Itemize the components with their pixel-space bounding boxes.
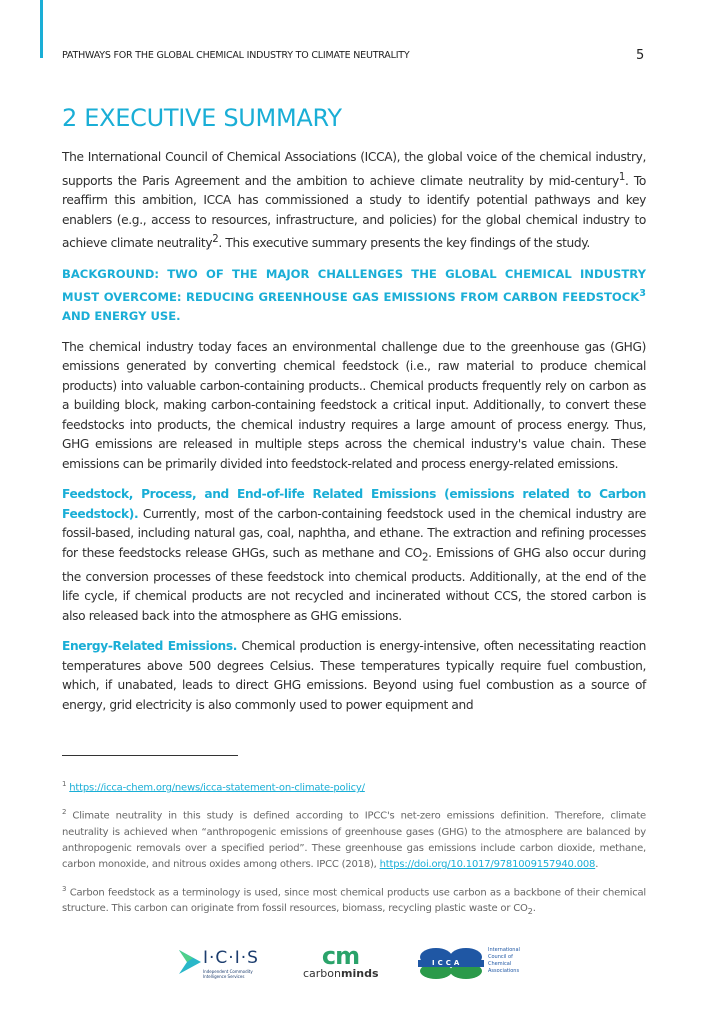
- footnotes: [62, 776, 646, 927]
- footnote-number: 3: [62, 884, 67, 893]
- feedstock-paragraph: [62, 485, 646, 626]
- footnote-text: Carbon feedstock as a terminology is used, since most chemical products use carbon as a backbone of their chemical structure. This carbon can originate from fossil resources, biomass, recycling plastic waste or CO: [62, 886, 646, 914]
- feedstock-text: Currently, most of the carbon-containing feedstock used in the chemical industry are fossil-based, including natural gas, coal, naphtha, and ethane. The extraction and refining processes for these feedstocks release GHGs, such as methane and CO: [62, 506, 646, 560]
- footnote-ref-1[interactable]: 1: [618, 171, 625, 183]
- energy-text: Chemical production is energy-intensive, often necessitating reaction temperatures above 500 degrees Celsius. These temperatures typically require fuel combustion, which, if unabated, leads to direct GHG emissions. Beyond using fuel combustion as a source of energy, grid electricity is also commonly used to power equipment and: [62, 639, 646, 712]
- footnote-ref-2[interactable]: 2: [212, 234, 219, 246]
- footnote-text: .: [532, 902, 536, 914]
- page-number: 5: [636, 48, 645, 63]
- running-header: PATHWAYS FOR THE GLOBAL CHEMICAL INDUSTRY TO CLIMATE NEUTRALITY: [62, 50, 410, 61]
- footnote-link[interactable]: https://icca-chem.org/news/icca-statement-on-climate-policy/: [69, 782, 365, 794]
- footnote-number: 1: [62, 780, 67, 788]
- carbonminds-name: carbon: [303, 967, 341, 980]
- background-heading: [62, 265, 646, 327]
- footnote-ref-3[interactable]: 3: [639, 288, 646, 300]
- partner-logos: [0, 942, 724, 985]
- icca-mark: ICCA: [432, 959, 463, 967]
- intro-text: The International Council of Chemical Associations (ICCA), the global voice of the chemical industry, supports the Paris Agreement and the ambition to achieve climate neutrality by mid-century: [62, 150, 646, 188]
- icca-logo: [418, 945, 538, 985]
- footnote-3: [62, 881, 646, 919]
- icis-wordmark: I·C·I·S: [203, 948, 259, 968]
- intro-paragraph: [62, 148, 646, 254]
- footnote-link[interactable]: https://doi.org/10.1017/9781009157940.008: [379, 858, 596, 870]
- heading-text: BACKGROUND: TWO OF THE MAJOR CHALLENGES THE GLOBAL CHEMICAL INDUSTRY MUST OVERCOME: REDUCING GREENHOUSE GAS EMISSIONS FROM CARBON FEEDSTOCK: [62, 266, 646, 304]
- footnote-text: .: [595, 858, 599, 870]
- footnote-1: [62, 776, 646, 796]
- body-text: [62, 148, 646, 726]
- energy-paragraph: [62, 637, 646, 715]
- footnote-text: Climate neutrality in this study is defined according to IPCC's net-zero emissions definition. Therefore, climate neutrality is achieved when “anthropogenic emissions of greenhouse gases (GHG) to the atmosphere are balanced by anthropogenic removals over a specified period”. These greenhouse gas emissions include carbon dioxide, methane, carbon monoxide, and nitrous oxides among others. IPCC (2018),: [62, 810, 646, 870]
- carbonminds-logo: [303, 942, 379, 980]
- background-paragraph: The chemical industry today faces an environmental challenge due to the greenhouse gas (GHG) emissions generated by converting chemical feedstock (i.e., raw material to produce chemical products) into valuable carbon-containing products.. Chemical products frequently rely on carbon as a building block, making carbon-containing feedstock a critical input. Additionally, to convert these feedstocks into products, the chemical industry requires a large amount of process energy. Thus, GHG emissions are released in multiple steps across the chemical industry's value chain. These emissions can be primarily divided into feedstock-related and process energy-related emissions.: [62, 339, 646, 471]
- carbonminds-mark: cm: [321, 942, 360, 970]
- section-title: 2 EXECUTIVE SUMMARY: [62, 104, 342, 132]
- intro-text: . This executive summary presents the key findings of the study.: [218, 236, 590, 251]
- icis-tagline: Independent Commodity Intelligence Services: [203, 969, 253, 979]
- carbonminds-name-bold: minds: [341, 967, 379, 980]
- energy-lead: Energy-Related Emissions.: [62, 639, 238, 654]
- heading-text: AND ENERGY USE.: [62, 309, 181, 324]
- feedstock-text: . Emissions of GHG also occur during the conversion processes of these feedstock into chemical products. Additionally, at the end of the life cycle, if chemical products are not recycled and incinerated without CCS, the stored carbon is also released back into the atmosphere as GHG emissions.: [62, 545, 647, 623]
- subscript: 2: [422, 552, 429, 564]
- intro-text: . To reaffirm this ambition, ICCA has commissioned a study to identify potential pathways and key enablers (e.g., access to resources, infrastructure, and policies) for the global chemical industry to achieve climate neutrality: [62, 173, 646, 251]
- icis-emblem-icon: [177, 948, 203, 976]
- footnote-2: [62, 804, 646, 872]
- accent-bar: [40, 0, 43, 58]
- subscript: 2: [527, 905, 533, 916]
- footnote-number: 2: [62, 808, 67, 817]
- icca-name: International Council of Chemical Associations: [488, 947, 520, 974]
- footnote-divider: [62, 755, 238, 756]
- feedstock-lead: Feedstock, Process, and End-of-life Related Emissions (emissions related to Carbon Feedstock).: [62, 487, 646, 521]
